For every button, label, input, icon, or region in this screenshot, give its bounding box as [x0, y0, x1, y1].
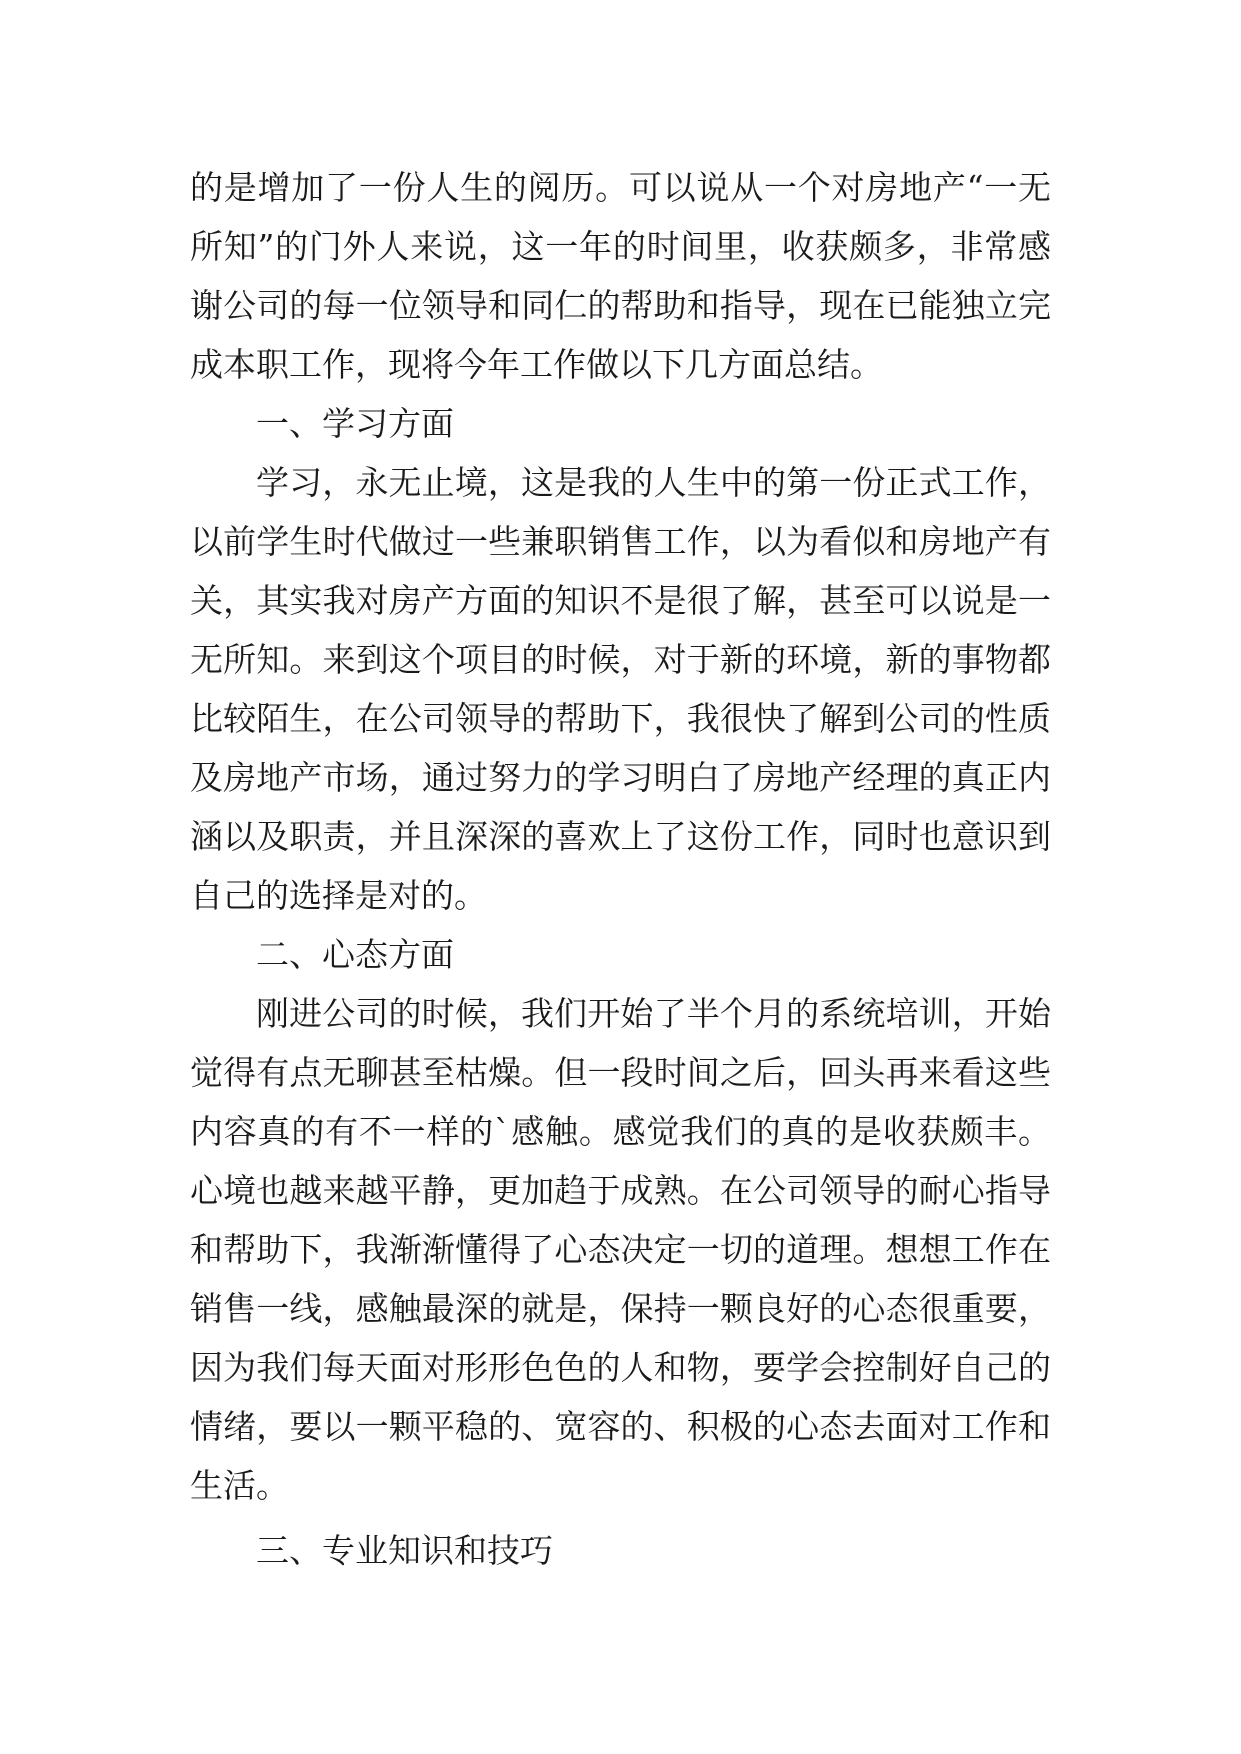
paragraph-line: 觉得有点无聊甚至枯燥。但一段时间之后，回头再来看这些 — [190, 1053, 1051, 1092]
paragraph-line: 的是增加了一份人生的阅历。可以说从一个对房地产“一无 — [190, 168, 1051, 207]
paragraph-line: 心境也越来越平静，更加趋于成熟。在公司领导的耐心指导 — [190, 1171, 1051, 1210]
paragraph-line: 所知”的门外人来说，这一年的时间里，收获颇多，非常感 — [190, 227, 1051, 266]
section-heading-mindset: 二、心态方面 — [256, 935, 454, 974]
section-heading-study: 一、学习方面 — [256, 404, 454, 443]
paragraph-line: 谢公司的每一位领导和同仁的帮助和指导，现在已能独立完 — [190, 286, 1051, 325]
paragraph-line: 因为我们每天面对形形色色的人和物，要学会控制好自己的 — [190, 1348, 1051, 1387]
paragraph-line: 及房地产市场，通过努力的学习明白了房地产经理的真正内 — [190, 758, 1051, 797]
paragraph-line: 和帮助下，我渐渐懂得了心态决定一切的道理。想想工作在 — [190, 1230, 1051, 1269]
paragraph-line: 自己的选择是对的。 — [190, 876, 487, 915]
paragraph-line: 学习，永无止境，这是我的人生中的第一份正式工作， — [256, 463, 1051, 502]
paragraph-line: 刚进公司的时候，我们开始了半个月的系统培训，开始 — [256, 994, 1051, 1033]
paragraph-line: 无所知。来到这个项目的时候，对于新的环境，新的事物都 — [190, 640, 1051, 679]
paragraph-line: 关，其实我对房产方面的知识不是很了解，甚至可以说是一 — [190, 581, 1051, 620]
paragraph-line: 情绪，要以一颗平稳的、宽容的、积极的心态去面对工作和 — [190, 1407, 1051, 1446]
paragraph-line: 销售一线，感触最深的就是，保持一颗良好的心态很重要， — [190, 1289, 1051, 1328]
paragraph-line: 生活。 — [190, 1466, 289, 1505]
paragraph-line: 成本职工作，现将今年工作做以下几方面总结。 — [190, 345, 883, 384]
paragraph-line: 内容真的有不一样的`感触。感觉我们的真的是收获颇丰。 — [190, 1112, 1051, 1151]
paragraph-line: 以前学生时代做过一些兼职销售工作，以为看似和房地产有 — [190, 522, 1051, 561]
paragraph-line: 比较陌生，在公司领导的帮助下，我很快了解到公司的性质 — [190, 699, 1051, 738]
section-heading-expertise: 三、专业知识和技巧 — [256, 1531, 553, 1570]
paragraph-line: 涵以及职责，并且深深的喜欢上了这份工作，同时也意识到 — [190, 817, 1051, 856]
